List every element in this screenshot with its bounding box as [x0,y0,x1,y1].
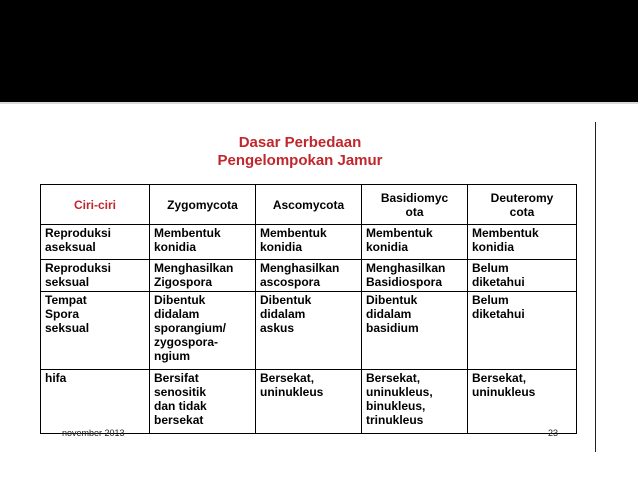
row-header: Reproduksi seksual [41,260,150,292]
table-cell: Membentuk konidia [150,225,256,260]
table-cell: Membentuk konidia [468,225,577,260]
table-cell: Membentuk konidia [362,225,468,260]
table-cell: Menghasilkan Zigospora [150,260,256,292]
slide-header-bar [0,0,638,102]
slide-title [150,134,450,170]
table-header-row [41,185,577,225]
table-cell: Dibentuk didalam sporangium/ zygospora- ngium [150,292,256,370]
header-zygomycota: Zygomycota [150,185,256,225]
table-cell: Belum diketahui [468,292,577,370]
header-ascomycota: Ascomycota [256,185,362,225]
table-cell: Dibentuk didalam askus [256,292,362,370]
title-line-1: Dasar Perbedaan [238,134,362,151]
title-line-2: Pengelompokan Jamur [217,152,383,169]
row-header: hifa [41,370,150,434]
header-divider [0,102,638,104]
vertical-rule [595,122,596,452]
table-row [41,260,577,292]
comparison-table [40,184,577,434]
row-header: Tempat Spora seksual [41,292,150,370]
table-cell: Bersifat senositik dan tidak bersekat [150,370,256,434]
table-cell: Menghasilkan ascospora [256,260,362,292]
table-row [41,225,577,260]
footer-date: november 2013 [62,428,125,438]
table-cell: Membentuk konidia [256,225,362,260]
table-row [41,370,577,434]
table-cell: Bersekat, uninukleus, binukleus, trinukleus [362,370,468,434]
page-number: 23 [548,428,559,438]
header-deuteromycota: Deuteromy cota [468,185,577,225]
row-header: Reproduksi aseksual [41,225,150,260]
table-cell: Belum diketahui [468,260,577,292]
table-cell: Bersekat, uninukleus [468,370,577,434]
table-row [41,292,577,370]
table-cell: Menghasilkan Basidiospora [362,260,468,292]
header-ciri-ciri: Ciri-ciri [41,185,150,225]
header-basidiomycota: Basidiomyc ota [362,185,468,225]
table-cell: Dibentuk didalam basidium [362,292,468,370]
table-cell: Bersekat, uninukleus [256,370,362,434]
